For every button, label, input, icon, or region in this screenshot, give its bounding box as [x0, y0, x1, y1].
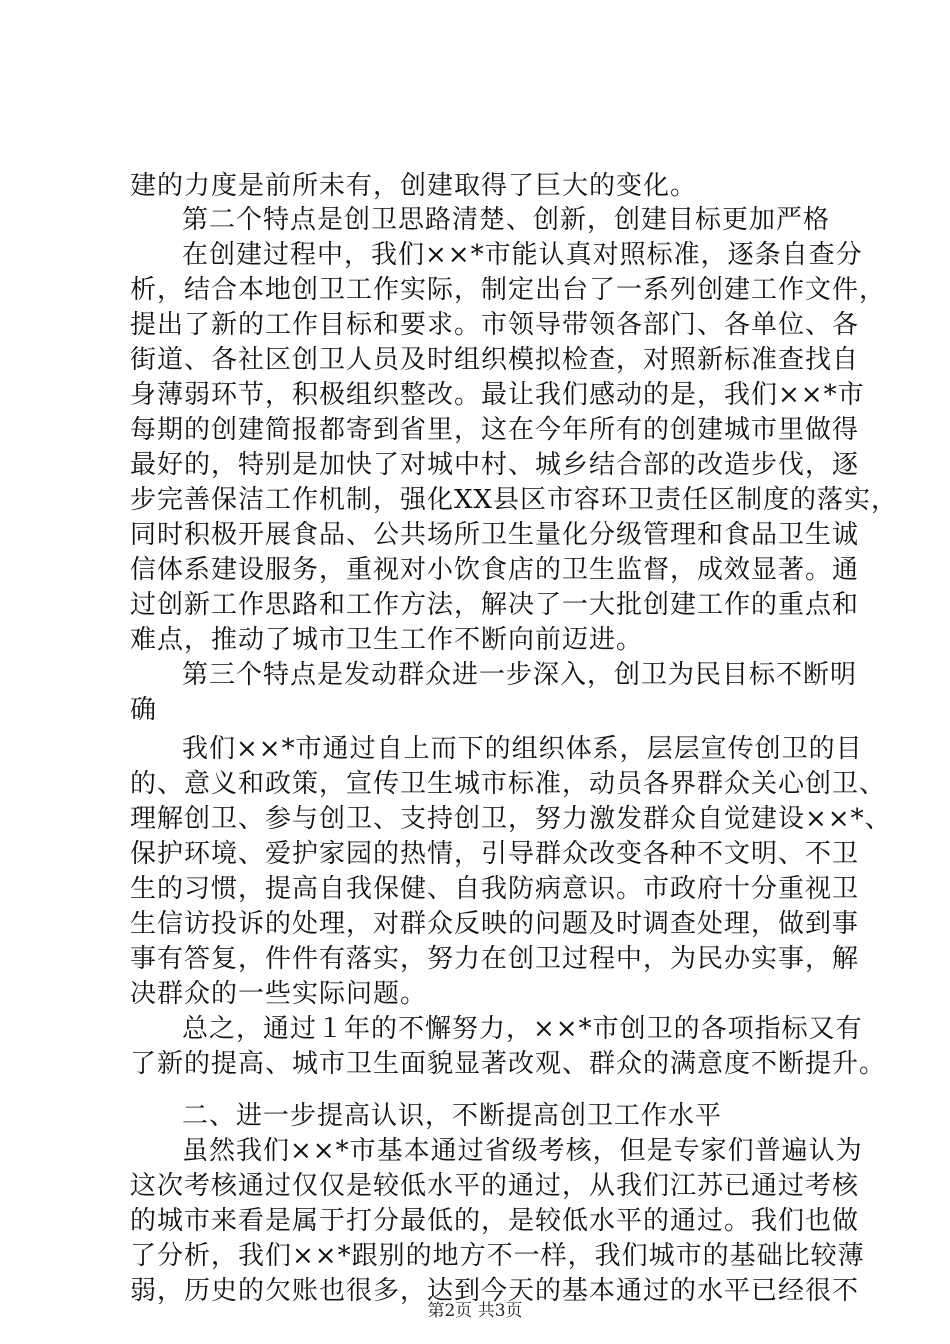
text-line: 最好的，特别是加快了对城中村、城乡结合部的改造步伐，逐 — [130, 450, 860, 480]
text-line: 身薄弱环节，积极组织整改。最让我们感动的是，我们××*市 — [130, 380, 865, 410]
text-line: 我们××*市通过自上而下的组织体系，层层宣传创卫的目 — [182, 734, 863, 764]
text-line: 信体系建设服务，重视对小饮食店的卫生监督，成效显著。通 — [130, 555, 860, 585]
text-line: 过创新工作思路和工作方法，解决了一大批创建工作的重点和 — [130, 590, 860, 620]
text-line: 的、意义和政策，宣传卫生城市标准，动员各界群众关心创卫、 — [130, 769, 887, 799]
text-line: 每期的创建简报都寄到省里，这在今年所有的创建城市里做得 — [130, 415, 860, 445]
text-line: 的城市来看是属于打分最低的，是较低水平的通过。我们也做 — [130, 1206, 860, 1236]
text-line: 在创建过程中，我们××*市能认真对照标准，逐条自查分 — [182, 240, 863, 270]
text-line: 了分析，我们××*跟别的地方不一样，我们城市的基础比较薄 — [130, 1241, 865, 1271]
text-line: 确 — [130, 695, 158, 725]
text-line: 了新的提高、城市卫生面貌显著改观、群众的满意度不断提升。 — [130, 1049, 887, 1079]
text-line: 难点，推动了城市卫生工作不断向前迈进。 — [130, 625, 644, 655]
text-line: 第三个特点是发动群众进一步深入，创卫为民目标不断明 — [182, 660, 858, 690]
text-line: 提出了新的工作目标和要求。市领导带领各部门、各单位、各 — [130, 310, 860, 340]
text-line: 决群众的一些实际问题。 — [130, 979, 428, 1009]
text-line: 生信访投诉的处理，对群众反映的问题及时调查处理，做到事 — [130, 909, 860, 939]
text-line: 弱，历史的欠账也很多，达到今天的基本通过的水平已经很不 — [130, 1276, 860, 1306]
text-line: 建的力度是前所未有，创建取得了巨大的变化。 — [130, 171, 698, 201]
text-line: 析，结合本地创卫工作实际，制定出台了一系列创建工作文件， — [130, 275, 887, 305]
text-line: 街道、各社区创卫人员及时组织模拟检查，对照新标准查找自 — [130, 345, 860, 375]
text-line: 步完善保洁工作机制，强化XX县区市容环卫责任区制度的落实， — [130, 485, 899, 515]
text-line: 总之，通过１年的不懈努力，××*市创卫的各项指标又有 — [182, 1014, 863, 1044]
section-heading: 二、进一步提高认识，不断提高创卫工作水平 — [182, 1101, 723, 1131]
text-line: 这次考核通过仅仅是较低水平的通过，从我们江苏已通过考核 — [130, 1171, 860, 1201]
page-footer: 第2页 共3页 — [427, 1301, 523, 1321]
text-line: 虽然我们××*市基本通过省级考核，但是专家们普遍认为 — [182, 1136, 863, 1166]
text-line: 理解创卫、参与创卫、支持创卫，努力激发群众自觉建设××*、 — [130, 804, 892, 834]
text-line: 保护环境、爱护家园的热情，引导群众改变各种不文明、不卫 — [130, 839, 860, 869]
text-line: 事有答复，件件有落实，努力在创卫过程中，为民办实事，解 — [130, 944, 860, 974]
text-line: 生的习惯，提高自我保健、自我防病意识。市政府十分重视卫 — [130, 874, 860, 904]
text-line: 同时积极开展食品、公共场所卫生量化分级管理和食品卫生诚 — [130, 520, 860, 550]
text-line: 第二个特点是创卫思路清楚、创新，创建目标更加严格 — [182, 205, 831, 235]
